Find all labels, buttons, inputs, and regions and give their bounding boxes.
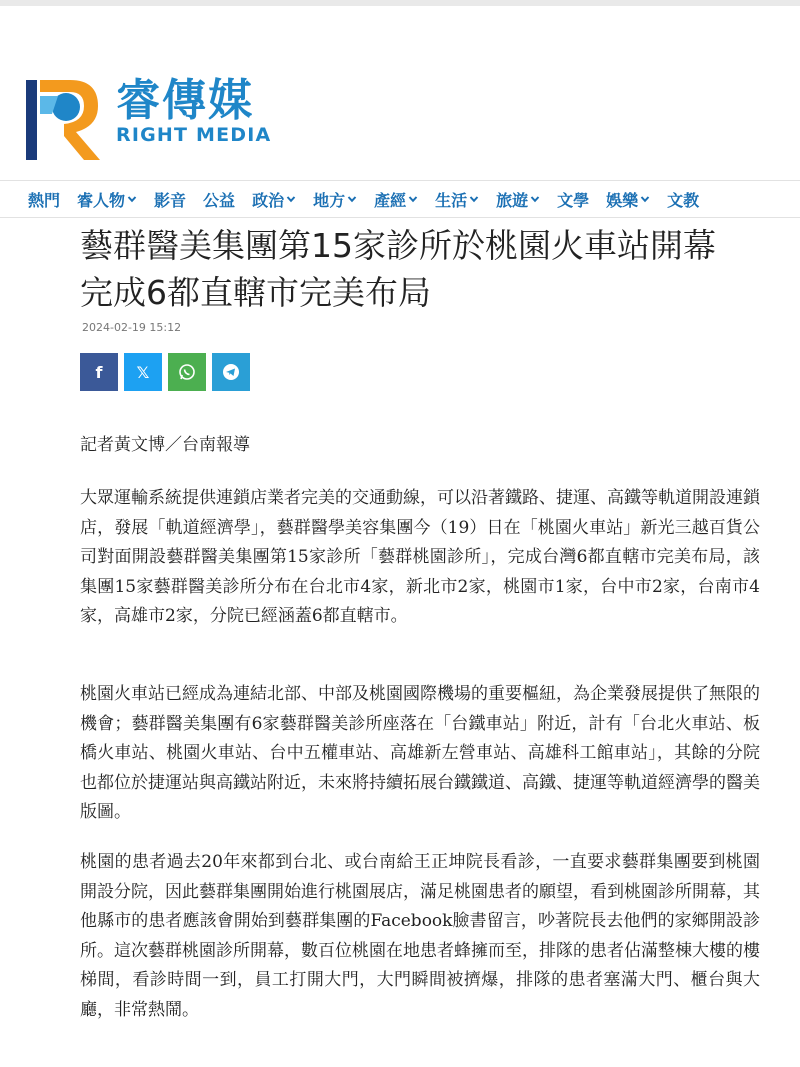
nav-item[interactable] <box>203 188 235 211</box>
browser-top-strip <box>0 0 800 6</box>
chevron-down-icon <box>347 194 357 204</box>
nav-item-label: 影音 <box>154 190 187 210</box>
whatsapp-icon <box>178 363 196 381</box>
nav-item[interactable] <box>667 188 699 211</box>
article-paragraph: 桃園的患者過去20年來都到台北、或台南給王正坤院長看診，一直要求藝群集團要到桃園開設分院，因此藝群集團開始進行桃園展店，滿足桃園患者的願望，看到桃園診所開幕，其他縣市的患者應該會開始到藝群集團的Facebook臉書留言，吵著院長去他們的家鄉開設診所。這次藝群桃園診所開幕，數百位桃園在地患者蜂擁而至，排隊的患者佔滿整棟大樓的樓梯間，看診時間一到，員工打開大門，大門瞬間被擠爆，排隊的患者塞滿大門、櫃台與大廳，非常熱鬧。 <box>80 852 760 1020</box>
nav-item-label: 文教 <box>667 190 700 210</box>
nav-item[interactable] <box>28 188 60 211</box>
article-byline: 記者黃文博／台南報導 <box>80 435 250 455</box>
nav-item-label: 地方 <box>313 190 346 210</box>
share-whatsapp-button[interactable] <box>168 353 206 391</box>
nav-item[interactable] <box>606 188 650 211</box>
site-logo[interactable] <box>26 74 286 164</box>
nav-item[interactable] <box>313 188 357 211</box>
nav-item-label: 娛樂 <box>606 190 639 210</box>
telegram-icon <box>222 363 240 381</box>
nav-item-label: 生活 <box>435 190 468 210</box>
nav-item-label: 政治 <box>252 190 285 210</box>
nav-item-label: 睿人物 <box>77 190 126 210</box>
publish-date: 2024-02-19 15:12 <box>82 321 182 334</box>
logo-mark-icon <box>26 74 106 164</box>
chevron-down-icon <box>469 194 479 204</box>
facebook-icon: f <box>95 362 103 382</box>
nav-item[interactable] <box>374 188 418 211</box>
nav-item[interactable] <box>435 188 479 211</box>
chevron-down-icon <box>127 194 137 204</box>
nav-item-label: 熱門 <box>28 190 61 210</box>
chevron-down-icon <box>530 194 540 204</box>
nav-item[interactable] <box>154 188 186 211</box>
share-bar <box>80 353 256 391</box>
nav-item-label: 公益 <box>203 190 236 210</box>
chevron-down-icon <box>408 194 418 204</box>
nav-item-label: 產經 <box>374 190 407 210</box>
nav-item[interactable] <box>252 188 296 211</box>
share-facebook-button[interactable] <box>80 353 118 391</box>
share-telegram-button[interactable] <box>212 353 250 391</box>
nav-item[interactable] <box>496 188 540 211</box>
article-paragraph: 大眾運輸系統提供連鎖店業者完美的交通動線，可以沿著鐵路、捷運、高鐵等軌道開設連鎖店，發展「軌道經濟學」，藝群醫學美容集團今（19）日在「桃園火車站」新光三越百貨公司對面開設藝群醫美集團第15家診所「藝群桃園診所」，完成台灣6都直轄市完美布局，該集團15家藝群醫美診所分布在台北市4家，新北市2家，桃園市1家，台中市2家，台南市4家，高雄市2家，分院已經涵蓋6都直轄市。 <box>80 488 760 626</box>
nav-item-label: 文學 <box>557 190 590 210</box>
share-x-button[interactable] <box>124 353 162 391</box>
logo-english-name: RIGHT MEDIA <box>116 124 272 146</box>
x-icon: 𝕏 <box>136 362 150 382</box>
article-title: 藝群醫美集團第15家診所於桃園火車站開幕 完成6都直轄市完美布局 <box>80 226 716 312</box>
chevron-down-icon <box>286 194 296 204</box>
nav-item-label: 旅遊 <box>496 190 529 210</box>
article-paragraph: 桃園火車站已經成為連結北部、中部及桃園國際機場的重要樞紐，為企業發展提供了無限的機會；藝群醫美集團有6家藝群醫美診所座落在「台鐵車站」附近，計有「台北火車站、板橋火車站、桃園火車站、台中五權車站、高雄新左營車站、高雄科工館車站」，其餘的分院也都位於捷運站與高鐵站附近，未來將持續拓展台鐵鐵道、高鐵、捷運等軌道經濟學的醫美版圖。 <box>80 684 760 822</box>
nav-item[interactable] <box>77 188 137 211</box>
nav-item[interactable] <box>557 188 589 211</box>
chevron-down-icon <box>640 194 650 204</box>
main-nav <box>0 180 800 218</box>
logo-chinese-name: 睿傳媒 <box>116 75 254 126</box>
